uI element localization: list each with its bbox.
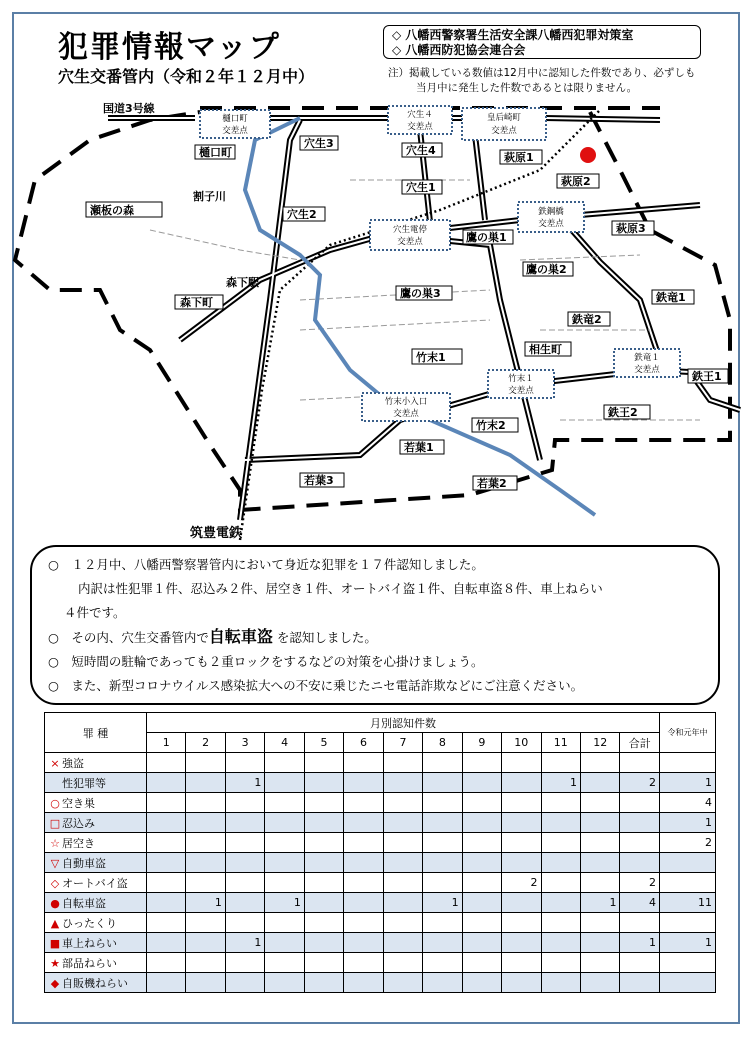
table-row (45, 813, 716, 833)
count-cell (344, 853, 383, 873)
crime-type-cell (45, 853, 147, 873)
count-cell (383, 873, 422, 893)
header-month: 12 (580, 733, 619, 753)
info-line-6: ○ また、新型コロナウイルス感染拡大への不安に乗じたニセ電話詐欺などにご注意ください。 (48, 678, 584, 693)
count-cell (580, 973, 619, 993)
table-row (45, 853, 716, 873)
count-cell: 2 (620, 773, 660, 793)
major-roads (108, 118, 740, 520)
intersection-tetsuryu1-2: 交差点 (634, 365, 660, 375)
count-cell (502, 893, 541, 913)
label-aiomachi: 相生町 (529, 343, 562, 356)
count-cell: 1 (225, 773, 264, 793)
prev-year-cell (660, 753, 716, 773)
crime-type-cell (45, 813, 147, 833)
count-cell (502, 833, 541, 853)
count-cell (541, 973, 580, 993)
count-cell (304, 913, 343, 933)
count-cell (265, 953, 304, 973)
count-cell (225, 793, 264, 813)
prev-year-cell (660, 913, 716, 933)
crime-marker-icon: ☆ (50, 836, 60, 850)
crime-marker-icon: ▲ (50, 916, 60, 930)
count-cell (186, 773, 225, 793)
count-cell (304, 893, 343, 913)
info-line-4 (48, 625, 702, 650)
count-cell (423, 833, 462, 853)
count-cell (186, 753, 225, 773)
count-cell (304, 873, 343, 893)
count-cell (186, 813, 225, 833)
count-cell (541, 933, 580, 953)
count-cell (344, 813, 383, 833)
count-cell (344, 833, 383, 853)
crime-type-cell (45, 833, 147, 853)
crime-type-cell (45, 753, 147, 773)
count-cell (580, 753, 619, 773)
label-takanosu3: 鷹の巣3 (400, 287, 441, 300)
prev-year-cell: 11 (660, 893, 716, 913)
intersection-takesueshou-1: 竹末小入口 (384, 397, 428, 407)
note-line-2: 当月中に発生した件数であるとは限りません。 (416, 82, 638, 94)
crime-type-label: 空き巣 (62, 796, 95, 810)
count-cell (147, 793, 186, 813)
header-monthly: 月別認知件数 (147, 713, 660, 733)
label-seita-forest: 瀬板の森 (90, 204, 134, 217)
label-wakaba3: 若葉3 (304, 474, 334, 487)
count-cell (620, 813, 660, 833)
count-cell (225, 753, 264, 773)
count-cell (423, 953, 462, 973)
crime-type-label: 自販機ねらい (62, 976, 128, 990)
count-cell (423, 773, 462, 793)
count-cell (620, 973, 660, 993)
count-cell (620, 753, 660, 773)
crime-type-label: ひったくり (62, 916, 117, 930)
prev-year-cell: 1 (660, 773, 716, 793)
prev-year-cell (660, 973, 716, 993)
count-cell (225, 973, 264, 993)
intersection-tekkokyo-1: 鉄鋼橋 (538, 207, 564, 217)
header-crime-type: 罪 種 (45, 713, 147, 753)
table-row (45, 793, 716, 813)
count-cell (186, 833, 225, 853)
count-cell (462, 753, 501, 773)
count-cell (580, 913, 619, 933)
count-cell (265, 773, 304, 793)
info-line-4-highlight: 自転車盗 (208, 627, 273, 646)
count-cell: 4 (620, 893, 660, 913)
count-cell (541, 873, 580, 893)
label-route3: 国道3号線 (103, 102, 155, 115)
label-anou1: 穴生1 (406, 181, 436, 194)
count-cell (147, 833, 186, 853)
crime-type-cell (45, 873, 147, 893)
count-cell (462, 933, 501, 953)
intersection-takesue1-2: 交差点 (508, 386, 534, 396)
prev-year-cell (660, 953, 716, 973)
count-cell (186, 853, 225, 873)
count-cell (265, 973, 304, 993)
count-cell (225, 913, 264, 933)
count-cell (462, 873, 501, 893)
count-cell (502, 813, 541, 833)
count-cell (462, 893, 501, 913)
header-month: 10 (502, 733, 541, 753)
crime-type-label: 車上ねらい (62, 936, 117, 950)
crime-type-label: 部品ねらい (62, 956, 117, 970)
count-cell (147, 953, 186, 973)
count-cell (147, 773, 186, 793)
count-cell (225, 873, 264, 893)
count-cell (186, 973, 225, 993)
crime-type-cell (45, 913, 147, 933)
label-hagiwara3: 萩原3 (616, 222, 646, 235)
prev-year-cell: 4 (660, 793, 716, 813)
org-line-1: ◇ 八幡西警察署生活安全課八幡西犯罪対策室 (392, 28, 634, 42)
crime-type-label: 居空き (62, 836, 95, 850)
count-cell (383, 973, 422, 993)
count-cell (580, 793, 619, 813)
count-cell (304, 853, 343, 873)
header-month: 3 (225, 733, 264, 753)
railway (240, 110, 600, 540)
count-cell (541, 913, 580, 933)
count-cell (502, 973, 541, 993)
crime-marker-icon: ■ (49, 936, 61, 950)
intersection-tetsuryu1-1: 鉄竜１ (634, 353, 660, 363)
label-takanosu2: 鷹の巣2 (526, 263, 567, 276)
crime-marker-icon: ★ (50, 956, 60, 970)
table-row (45, 933, 716, 953)
district-boundary (15, 108, 730, 510)
count-cell (265, 793, 304, 813)
count-cell (423, 973, 462, 993)
header-month: 7 (383, 733, 422, 753)
count-cell: 2 (502, 873, 541, 893)
count-cell (502, 853, 541, 873)
intersection-anoudentei-1: 穴生電停 (392, 225, 428, 235)
count-cell (304, 813, 343, 833)
count-cell (344, 793, 383, 813)
count-cell: 1 (423, 893, 462, 913)
count-cell (541, 853, 580, 873)
table-row (45, 913, 716, 933)
count-cell (265, 873, 304, 893)
count-cell (383, 753, 422, 773)
count-cell (423, 813, 462, 833)
header-month: 1 (147, 733, 186, 753)
intersection-anou4-1: 穴生４ (407, 110, 433, 120)
count-cell (344, 873, 383, 893)
crime-type-cell (45, 933, 147, 953)
table-row (45, 833, 716, 853)
count-cell (147, 813, 186, 833)
count-cell (265, 753, 304, 773)
count-cell: 1 (620, 933, 660, 953)
count-cell (580, 853, 619, 873)
intersection-takesueshou-2: 交差点 (393, 409, 419, 419)
prev-year-cell (660, 873, 716, 893)
count-cell (344, 893, 383, 913)
count-cell (147, 893, 186, 913)
table-row (45, 893, 716, 913)
count-cell (502, 953, 541, 973)
label-tetsuryu1: 鉄竜1 (656, 291, 686, 304)
count-cell (580, 873, 619, 893)
count-cell (620, 853, 660, 873)
count-cell (344, 953, 383, 973)
label-chikuho-railway: 筑豊電鉄 (190, 526, 243, 541)
count-cell (462, 773, 501, 793)
crime-type-label: 忍込み (62, 816, 95, 830)
header-month: 11 (541, 733, 580, 753)
label-morishita: 森下町 (180, 296, 213, 309)
label-takesue1: 竹末1 (416, 351, 446, 364)
count-cell (147, 933, 186, 953)
header-month: 8 (423, 733, 462, 753)
count-cell (304, 753, 343, 773)
count-cell (383, 893, 422, 913)
crime-type-label: 強盗 (62, 756, 84, 770)
info-line-2: 内訳は性犯罪１件、忍込み２件、居空き１件、オートバイ盗１件、自転車盗８件、車上ねらい (78, 581, 603, 596)
count-cell (344, 913, 383, 933)
crime-type-label: 自動車盗 (62, 856, 106, 870)
label-tetsuryu2: 鉄竜2 (572, 313, 602, 326)
count-cell (225, 853, 264, 873)
prev-year-cell: 1 (660, 813, 716, 833)
count-cell (225, 953, 264, 973)
count-cell (186, 873, 225, 893)
count-cell (147, 973, 186, 993)
crime-type-cell (45, 973, 147, 993)
count-cell (304, 773, 343, 793)
crime-type-label: オートバイ盗 (62, 876, 128, 890)
crime-type-label: 性犯罪等 (62, 776, 106, 790)
count-cell (502, 773, 541, 793)
info-line-4-pre: ○ その内、穴生交番管内で (48, 630, 209, 645)
label-higuchi: 樋口町 (199, 146, 232, 159)
count-cell (580, 933, 619, 953)
crime-stats-table (44, 712, 716, 993)
page-subtitle: 穴生交番管内（令和２年１２月中） (58, 67, 315, 86)
label-morishita-station: 森下駅 (226, 276, 259, 289)
count-cell (541, 833, 580, 853)
count-cell (225, 833, 264, 853)
count-cell (383, 853, 422, 873)
crime-marker-icon: ○ (50, 796, 60, 810)
count-cell (304, 953, 343, 973)
count-cell: 1 (186, 893, 225, 913)
count-cell (423, 753, 462, 773)
intersection-kogosaki-1: 皇后崎町 (486, 113, 522, 123)
count-cell (462, 793, 501, 813)
header-month: 4 (265, 733, 304, 753)
count-cell (462, 853, 501, 873)
label-anou2: 穴生2 (287, 208, 317, 221)
count-cell (225, 813, 264, 833)
intersection-anoudentei-2: 交差点 (397, 237, 423, 247)
count-cell (423, 793, 462, 813)
label-tetsuo2: 鉄王2 (608, 406, 638, 419)
count-cell (502, 753, 541, 773)
count-cell (186, 953, 225, 973)
count-cell (462, 813, 501, 833)
count-cell (147, 873, 186, 893)
count-cell (383, 913, 422, 933)
label-wakaba2: 若葉2 (477, 477, 507, 490)
count-cell (383, 833, 422, 853)
label-anou4: 穴生4 (406, 144, 436, 157)
count-cell (186, 793, 225, 813)
info-line-5: ○ 短時間の駐輪であっても２重ロックをするなどの対策を心掛けましょう。 (48, 654, 484, 669)
count-cell (344, 753, 383, 773)
crime-type-cell (45, 953, 147, 973)
count-cell (423, 933, 462, 953)
count-cell (541, 953, 580, 973)
intersection-takesue1-1: 竹末１ (508, 374, 534, 384)
count-cell (502, 933, 541, 953)
count-cell (344, 973, 383, 993)
count-cell (423, 873, 462, 893)
label-tetsuo1: 鉄王1 (692, 370, 722, 383)
count-cell (580, 773, 619, 793)
count-cell (580, 953, 619, 973)
count-cell (580, 813, 619, 833)
info-box (30, 545, 720, 705)
intersection-kogosaki-2: 交差点 (491, 126, 517, 136)
count-cell (265, 833, 304, 853)
count-cell (620, 833, 660, 853)
count-cell (344, 933, 383, 953)
count-cell (147, 853, 186, 873)
label-warikogawa: 割子川 (193, 190, 226, 203)
count-cell (186, 913, 225, 933)
table-row (45, 773, 716, 793)
label-hagiwara1: 萩原1 (504, 151, 534, 164)
count-cell (383, 933, 422, 953)
count-cell (462, 973, 501, 993)
count-cell: 1 (541, 773, 580, 793)
info-line-1: ○ １２月中、八幡西警察署管内において身近な犯罪を１７件認知しました。 (48, 557, 484, 572)
count-cell (383, 953, 422, 973)
count-cell: 2 (620, 873, 660, 893)
count-cell (304, 833, 343, 853)
intersection-anou4-2: 交差点 (407, 122, 433, 132)
count-cell (620, 913, 660, 933)
count-cell (383, 793, 422, 813)
intersection-tekkokyo-2: 交差点 (538, 219, 564, 229)
count-cell (502, 913, 541, 933)
header-month: 5 (304, 733, 343, 753)
count-cell (186, 933, 225, 953)
count-cell (502, 793, 541, 813)
header-month: 2 (186, 733, 225, 753)
count-cell (147, 913, 186, 933)
table-row (45, 753, 716, 773)
count-cell (462, 913, 501, 933)
count-cell (265, 853, 304, 873)
count-cell (344, 773, 383, 793)
crime-type-cell (45, 773, 147, 793)
crime-marker-icon: ▽ (50, 856, 60, 870)
count-cell (423, 913, 462, 933)
count-cell (541, 793, 580, 813)
prev-year-cell: 2 (660, 833, 716, 853)
table-row (45, 873, 716, 893)
header-month: 9 (462, 733, 501, 753)
count-cell (620, 793, 660, 813)
org-line-2: ◇ 八幡西防犯協会連合会 (392, 43, 526, 57)
prev-year-cell (660, 853, 716, 873)
prev-year-cell: 1 (660, 933, 716, 953)
crime-type-cell (45, 893, 147, 913)
table-header-row-1 (45, 713, 716, 733)
count-cell (462, 953, 501, 973)
label-hagiwara2: 萩原2 (561, 175, 591, 188)
count-cell (541, 893, 580, 913)
count-cell (383, 773, 422, 793)
count-cell (265, 913, 304, 933)
count-cell (620, 953, 660, 973)
label-anou3: 穴生3 (304, 137, 334, 150)
count-cell (304, 933, 343, 953)
intersection-higuchi-2: 交差点 (222, 126, 248, 136)
crime-marker-icon: □ (49, 816, 61, 830)
count-cell: 1 (265, 893, 304, 913)
count-cell (580, 833, 619, 853)
table-row (45, 953, 716, 973)
count-cell (225, 893, 264, 913)
crime-marker-icon: ◆ (50, 976, 60, 990)
count-cell (265, 813, 304, 833)
bicycle-theft-marker (580, 147, 596, 163)
label-wakaba1: 若葉1 (404, 441, 434, 454)
header-month: 6 (344, 733, 383, 753)
count-cell (147, 753, 186, 773)
note-line-1: 注）掲載している数値は12月中に認知した件数であり、必ずしも (388, 67, 696, 79)
count-cell (423, 853, 462, 873)
crime-type-label: 自転車盗 (62, 896, 106, 910)
crime-marker-icon: × (50, 756, 60, 770)
crime-marker-icon: ◇ (50, 876, 60, 890)
count-cell: 1 (225, 933, 264, 953)
crime-type-cell (45, 793, 147, 813)
count-cell (541, 813, 580, 833)
count-cell (541, 753, 580, 773)
crime-marker-icon: ● (50, 896, 60, 910)
count-cell (462, 833, 501, 853)
label-takesue2: 竹末2 (476, 419, 506, 432)
page-title: 犯罪情報マップ (58, 30, 281, 65)
table-row (45, 973, 716, 993)
info-line-3: ４件です。 (64, 605, 126, 620)
count-cell: 1 (580, 893, 619, 913)
count-cell (383, 813, 422, 833)
count-cell (265, 933, 304, 953)
intersection-higuchi-1: 樋口町 (222, 114, 248, 124)
header-month: 合計 (620, 733, 660, 753)
info-line-4-post: を認知しました。 (276, 630, 377, 645)
label-takanosu1: 鷹の巣1 (466, 231, 507, 244)
count-cell (304, 793, 343, 813)
count-cell (304, 973, 343, 993)
header-prev-year: 令和元年中 (660, 713, 716, 753)
